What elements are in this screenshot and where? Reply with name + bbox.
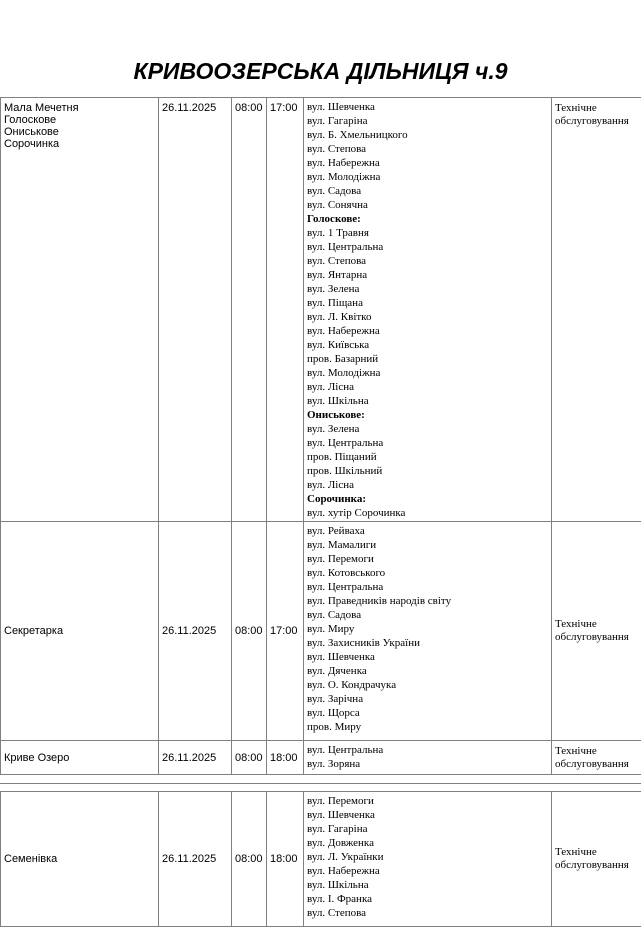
reason-cell [552,741,641,775]
end-time-cell: 17:00 [267,98,304,522]
streets-cell [304,741,552,775]
location-cell [1,522,159,741]
street-item: вул. 1 Травня [307,226,548,240]
street-item: вул. Молодіжна [307,170,548,184]
location-name: Криве Озеро [4,752,155,764]
outage-table [0,97,641,775]
date-cell: 26.11.2025 [159,98,232,522]
village-heading: Ониськове: [307,408,548,422]
reason-cell [552,792,641,927]
street-item: вул. Захисників України [307,636,548,650]
reason-line: Технічне [555,618,638,631]
street-item: вул. Довженка [307,836,548,850]
street-item: вул. Зелена [307,422,548,436]
street-item: вул. Центральна [307,436,548,450]
street-item: вул. Праведників народів світу [307,594,548,608]
street-item: вул. О. Кондрачука [307,678,548,692]
street-item: вул. Садова [307,608,548,622]
start-time-cell: 08:00 [232,741,267,775]
street-item: вул. Шкільна [307,878,548,892]
street-item: вул. Гагаріна [307,822,548,836]
street-item: вул. Зелена [307,282,548,296]
street-item: вул. Лісна [307,380,548,394]
start-time-cell: 08:00 [232,98,267,522]
outage-table-continued [0,791,641,927]
street-item: вул. Київська [307,338,548,352]
street-item: вул. Центральна [307,240,548,254]
street-item: пров. Піщаний [307,450,548,464]
street-item: вул. Лісна [307,478,548,492]
table-row [1,741,641,775]
street-item: вул. Л. Українки [307,850,548,864]
street-item: вул. Набережна [307,156,548,170]
reason-line: Технічне [555,745,638,758]
street-item: вул. Мамалиги [307,538,548,552]
street-item: вул. Садова [307,184,548,198]
street-item: вул. Центральна [307,580,548,594]
location-name: Голоскове [4,114,155,126]
location-name: Мала Мечетня [4,102,155,114]
reason-line: обслуговування [555,115,638,128]
location-cell [1,98,159,522]
street-item: вул. Рейваха [307,524,548,538]
reason-line: Технічне [555,102,638,115]
street-item: вул. Перемоги [307,794,548,808]
street-item: вул. Зарічна [307,692,548,706]
street-item: вул. Котовського [307,566,548,580]
end-time-cell: 18:00 [267,792,304,927]
table-row [1,98,641,522]
streets-cell [304,522,552,741]
divider [0,783,641,784]
location-name: Секретарка [4,625,155,637]
street-item: вул. Гагаріна [307,114,548,128]
village-heading: Сорочинка: [307,492,548,506]
street-item: пров. Миру [307,720,548,734]
streets-cell [304,792,552,927]
street-item: вул. Шевченка [307,808,548,822]
street-item: вул. Піщана [307,296,548,310]
street-item: вул. Л. Квітко [307,310,548,324]
page-title: КРИВООЗЕРСЬКА ДІЛЬНИЦЯ ч.9 [0,56,641,86]
street-item: вул. Зоряна [307,757,548,771]
reason-line: обслуговування [555,758,638,771]
street-item: вул. Сонячна [307,198,548,212]
reason-line: Технічне [555,846,638,859]
streets-cell [304,98,552,522]
street-item: вул. хутір Сорочинка [307,506,548,520]
date-cell: 26.11.2025 [159,741,232,775]
street-item: вул. Дяченка [307,664,548,678]
street-item: вул. Щорса [307,706,548,720]
reason-cell [552,98,641,522]
street-item: пров. Базарний [307,352,548,366]
reason-line: обслуговування [555,859,638,872]
street-item: вул. Янтарна [307,268,548,282]
date-cell: 26.11.2025 [159,792,232,927]
table-row [1,792,641,927]
village-heading: Голоскове: [307,212,548,226]
start-time-cell: 08:00 [232,522,267,741]
end-time-cell: 18:00 [267,741,304,775]
street-item: вул. Шевченка [307,100,548,114]
street-item: вул. Степова [307,254,548,268]
street-item: вул. Молодіжна [307,366,548,380]
start-time-cell: 08:00 [232,792,267,927]
location-cell [1,741,159,775]
reason-line: обслуговування [555,631,638,644]
location-name: Ониськове [4,126,155,138]
date-cell: 26.11.2025 [159,522,232,741]
location-cell [1,792,159,927]
street-item: вул. Набережна [307,324,548,338]
street-item: вул. Шкільна [307,394,548,408]
reason-cell [552,522,641,741]
street-item: вул. І. Франка [307,892,548,906]
street-item: вул. Набережна [307,864,548,878]
street-item: вул. Центральна [307,743,548,757]
location-name: Семенівка [4,853,155,865]
location-name: Сорочинка [4,138,155,150]
street-item: вул. Степова [307,142,548,156]
street-item: вул. Шевченка [307,650,548,664]
street-item: вул. Б. Хмельницкого [307,128,548,142]
street-item: вул. Степова [307,906,548,920]
table-row [1,522,641,741]
street-item: пров. Шкільний [307,464,548,478]
street-item: вул. Миру [307,622,548,636]
end-time-cell: 17:00 [267,522,304,741]
street-item: вул. Перемоги [307,552,548,566]
